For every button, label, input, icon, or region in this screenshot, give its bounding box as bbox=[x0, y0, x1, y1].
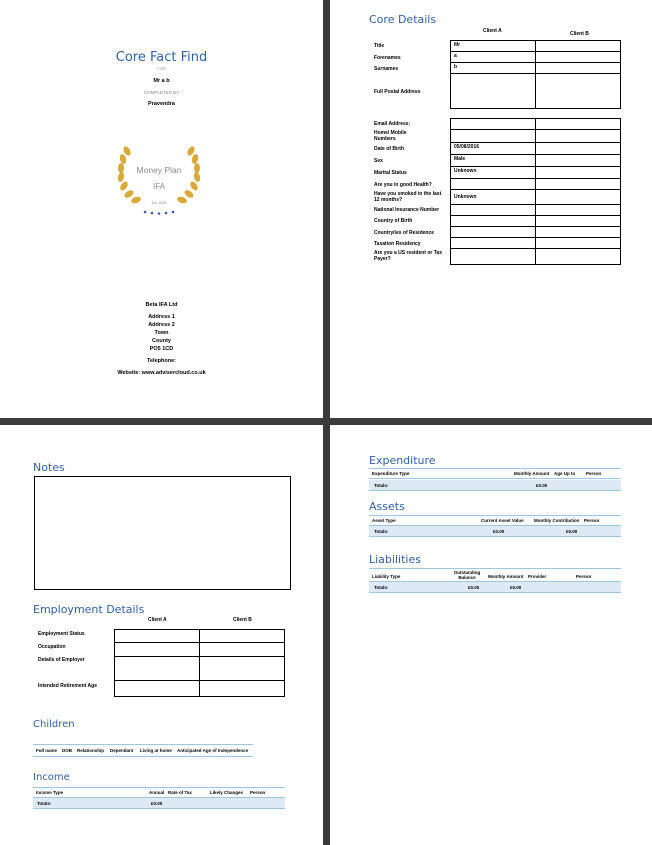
assets-total-value-1: £0.00 bbox=[493, 529, 505, 534]
employment-occupation-b[interactable] bbox=[199, 642, 285, 657]
core-label-residence: Country/ies of Residence bbox=[374, 230, 435, 236]
children-col-dob: DOB bbox=[62, 748, 72, 753]
liabilities-total-value-1: £0.00 bbox=[468, 585, 480, 590]
employment-occupation-a[interactable] bbox=[114, 642, 200, 657]
telephone-label: Telephone: bbox=[147, 358, 176, 364]
liabilities-col-provider: Provider bbox=[528, 574, 547, 579]
expenditure-col-person: Person bbox=[586, 471, 602, 476]
cover-title: Core Fact Find bbox=[115, 50, 208, 65]
website-label: Website: www.advisercloud.co.uk bbox=[117, 370, 206, 376]
expenditure-col-type: Expenditure Type bbox=[372, 471, 410, 476]
income-col-person: Person bbox=[250, 790, 266, 795]
employment-retirement-b[interactable] bbox=[199, 680, 285, 697]
core-marital-a[interactable]: Unknown bbox=[450, 166, 536, 179]
notes-box[interactable] bbox=[34, 476, 291, 590]
completed-by-label: COMPLETED BY bbox=[143, 90, 180, 95]
client-name: Mr a b bbox=[153, 78, 170, 84]
expenditure-col-monthly: Monthly Amount bbox=[514, 471, 550, 476]
core-label-phone: Home/ Mobile Numbers bbox=[374, 130, 407, 142]
income-col-tax: Rate of Tax bbox=[168, 790, 192, 795]
income-col-changes: Likely Changes bbox=[210, 790, 244, 795]
core-phone-a[interactable] bbox=[450, 129, 536, 143]
core-dob-a[interactable]: 05/08/2016 bbox=[450, 142, 536, 155]
liabilities-total-value-2: £0.00 bbox=[510, 585, 522, 590]
liabilities-col-monthly: Monthly Amount bbox=[488, 574, 524, 579]
employment-label-status: Employment Status bbox=[38, 631, 85, 637]
income-totals-label: Totals: bbox=[37, 801, 52, 806]
employment-employer-a[interactable] bbox=[114, 656, 200, 681]
liabilities-heading: Liabilities bbox=[369, 553, 421, 566]
employment-heading: Employment Details bbox=[33, 603, 145, 616]
address-line-2: Address 2 bbox=[148, 322, 175, 328]
children-col-independence: Anticipated Age of Independence bbox=[177, 748, 249, 753]
assets-col-contribution: Monthly Contribution bbox=[534, 518, 580, 523]
children-col-living: Living at home bbox=[140, 748, 172, 753]
core-label-dob: Date of Birth bbox=[374, 146, 404, 152]
core-label-address: Full Postal Address bbox=[374, 89, 421, 95]
employment-status-a[interactable] bbox=[114, 629, 200, 643]
assets-col-person: Person bbox=[584, 518, 600, 523]
core-label-forenames: Forenames bbox=[374, 55, 401, 61]
core-label-sex: Sex bbox=[374, 158, 383, 164]
core-smoked-b[interactable] bbox=[535, 189, 621, 205]
address-line-4: County bbox=[152, 338, 171, 344]
core-label-ni: National Insurance Number bbox=[374, 207, 440, 213]
expenditure-totals-label: Totals: bbox=[374, 483, 389, 488]
children-col-dependant: Dependant bbox=[110, 748, 134, 753]
assets-col-type: Asset Type bbox=[372, 518, 396, 523]
completed-by-name: Pravendra bbox=[148, 101, 175, 107]
liabilities-col-type: Liability Type bbox=[372, 574, 401, 579]
employment-status-b[interactable] bbox=[199, 629, 285, 643]
core-us-a[interactable] bbox=[450, 248, 536, 265]
income-total-value: £0.00 bbox=[151, 801, 163, 806]
page-divider-horizontal bbox=[0, 418, 652, 425]
children-heading: Children bbox=[33, 719, 75, 730]
assets-heading: Assets bbox=[369, 500, 405, 513]
liabilities-col-balance: Outstanding Balance bbox=[453, 570, 481, 580]
core-forenames-a[interactable]: a bbox=[450, 51, 536, 63]
address-line-3: Town bbox=[154, 330, 169, 336]
address-line-5: PO5 1CD bbox=[149, 346, 174, 352]
core-label-smoked: Have you smoked in the last 12 months? bbox=[374, 191, 442, 203]
employment-label-employer: Details of Employer bbox=[38, 657, 85, 663]
expenditure-col-age: Age Up to bbox=[554, 471, 576, 476]
core-label-surnames: Surnames bbox=[374, 66, 399, 72]
logo-text-ifa: IFA bbox=[152, 182, 165, 191]
for-label: FOR bbox=[157, 66, 166, 71]
core-label-email: Email Address: bbox=[374, 121, 411, 127]
address-line-1: Address 1 bbox=[148, 314, 175, 320]
expenditure-heading: Expenditure bbox=[369, 454, 436, 467]
income-col-annual: Annual bbox=[149, 790, 165, 795]
core-label-birth-country: Country of Birth bbox=[374, 218, 413, 224]
core-details-heading: Core Details bbox=[369, 13, 437, 26]
income-heading: Income bbox=[33, 772, 70, 783]
core-label-marital: Marital Status bbox=[374, 170, 407, 176]
core-smoked-a[interactable]: Unknown bbox=[450, 189, 536, 205]
company-name: Beta IFA Ltd bbox=[145, 302, 178, 308]
children-col-fullname: Full name bbox=[36, 748, 58, 753]
core-address-a[interactable] bbox=[450, 73, 536, 109]
core-title-a[interactable]: Mr bbox=[450, 40, 536, 52]
assets-total-value-2: £0.00 bbox=[566, 529, 578, 534]
employment-retirement-a[interactable] bbox=[114, 680, 200, 697]
logo-text-money-plan: Money Plan bbox=[136, 165, 182, 175]
core-client-b-header: Client B bbox=[570, 31, 589, 37]
liabilities-totals-label: Totals: bbox=[374, 585, 389, 590]
expenditure-total-value: £0.00 bbox=[536, 483, 548, 488]
core-us-b[interactable] bbox=[535, 248, 621, 265]
employment-client-a: Client A bbox=[148, 617, 167, 623]
liabilities-col-person: Person bbox=[576, 574, 592, 579]
core-surnames-a[interactable]: b bbox=[450, 62, 536, 74]
assets-totals-label: Totals: bbox=[374, 529, 389, 534]
core-label-title: Title bbox=[374, 43, 385, 49]
core-phone-b[interactable] bbox=[535, 129, 621, 143]
employment-label-retirement: Intended Retirement Age bbox=[38, 683, 97, 689]
income-col-type: Income Type bbox=[36, 790, 64, 795]
money-plan-logo bbox=[113, 143, 205, 218]
core-address-b[interactable] bbox=[535, 73, 621, 109]
employment-employer-b[interactable] bbox=[199, 656, 285, 681]
logo-est: Est. 2005 bbox=[151, 201, 167, 205]
employment-client-b: Client B bbox=[233, 617, 252, 623]
employment-label-occupation: Occupation bbox=[38, 644, 66, 650]
expenditure-totals-row bbox=[369, 480, 621, 491]
core-client-a-header: Client A bbox=[483, 28, 502, 34]
liabilities-totals-row bbox=[369, 582, 621, 593]
notes-heading: Notes bbox=[33, 461, 65, 474]
core-label-us: Are you a US resident or Tax Payer? bbox=[374, 250, 442, 262]
assets-col-value: Current Asset Value bbox=[481, 518, 524, 523]
core-label-tax-residency: Taxation Residency bbox=[374, 241, 421, 247]
children-col-relationship: Relationship bbox=[77, 748, 105, 753]
core-label-health: Are you in good Health? bbox=[374, 182, 432, 188]
core-sex-a[interactable]: Male bbox=[450, 154, 536, 167]
